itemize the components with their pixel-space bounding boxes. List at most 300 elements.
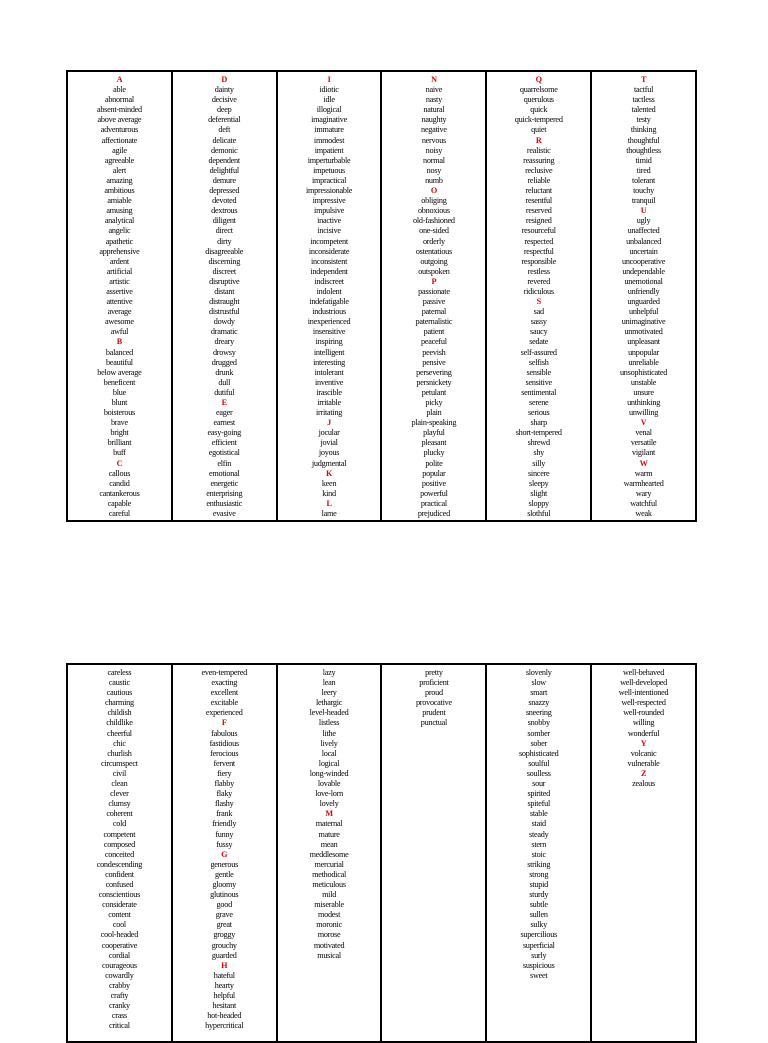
word-entry: orderly [422,236,445,246]
word-entry: crafty [110,991,129,1000]
word-entry: lazy [322,668,336,677]
word-entry: emotional [208,468,240,478]
word-entry: level-headed [309,708,349,718]
word-entry: depressed [209,186,240,196]
word-entry: candid [109,478,130,488]
word-entry: composed [103,839,136,849]
word-entry: cool [112,920,126,930]
word-entry: unwilling [628,408,659,418]
word-entry: thinking [630,125,657,135]
letter-heading: G [221,849,228,859]
word-entry: meticulous [312,879,346,889]
word-entry: demonic [211,145,238,155]
word-entry: sentimental [521,387,557,397]
word-entry: direct [215,226,233,236]
word-entry: well-developed [620,678,668,688]
word-entry: confident [105,869,134,879]
word-entry: slow [531,678,546,688]
word-entry: mild [322,890,337,900]
word-entry: reassuring [523,155,555,165]
word-entry: slight [530,488,548,498]
word-entry: demure [212,175,236,185]
word-column [68,665,173,1041]
letter-heading: V [640,418,647,428]
word-entry: average [107,307,132,317]
word-entry: sloppy [528,498,549,508]
word-entry: negative [421,125,447,135]
word-entry: earnest [213,418,235,428]
word-entry: chic [113,738,126,748]
word-entry: unsophisticated [619,367,668,377]
word-entry: pleasant [421,438,447,448]
word-entry: insensitive [312,327,346,337]
word-entry: unpopular [628,347,660,357]
word-entry: resigned [525,216,552,226]
word-entry: spiteful [527,799,550,809]
word-entry: immature [314,125,344,135]
word-entry: subtle [529,900,548,910]
word-entry: spirited [527,789,550,799]
word-entry: old-fashioned [413,216,455,226]
word-entry: inconsiderate [308,246,350,256]
word-entry: noisy [425,145,443,155]
word-entry: cooperative [101,940,138,950]
word-column [592,72,695,520]
word-entry: able [113,85,126,95]
word-entry: sharp [530,418,547,428]
word-entry: agile [112,145,127,155]
word-entry: competent [103,829,136,839]
word-entry: agreeable [104,155,134,165]
word-entry: drunk [215,367,234,377]
word-entry: strong [529,869,549,879]
word-entry: responsible [521,256,556,266]
word-entry: deferential [208,115,241,125]
word-entry: clever [110,789,129,799]
letter-heading: S [536,297,541,307]
letter-heading: W [639,458,648,468]
word-entry: irritable [317,398,341,407]
letter-heading: I [327,75,331,84]
word-entry: unguarded [627,297,660,307]
word-entry: disruptive [209,276,240,286]
word-entry: vulnerable [627,758,660,768]
word-entry: incompetent [310,236,348,246]
word-entry: talented [631,105,656,115]
word-entry: lithe [322,728,336,738]
word-entry: venal [635,428,652,438]
letter-heading: Z [640,768,647,778]
word-entry: lovely [319,799,339,809]
word-entry: morose [317,930,341,940]
word-entry: civil [112,768,127,778]
word-entry: affectionate [101,135,138,145]
word-entry: blunt [111,398,128,407]
word-entry: sassy [530,317,547,327]
word-entry: lively [320,738,338,748]
word-entry: excellent [210,688,238,698]
word-entry: assertive [106,286,133,296]
word-entry: dextrous [211,206,238,216]
word-entry: exacting [211,678,238,688]
word-entry: watchful [630,498,657,508]
word-entry: hot-headed [207,1011,242,1021]
word-entry: well-behaved [623,668,665,677]
word-entry: stern [531,839,547,849]
word-entry: easy-going [207,428,241,438]
word-entry: joyous [318,448,340,458]
word-entry: boisterous [103,408,135,418]
word-entry: one-sided [419,226,449,236]
word-entry: deft [218,125,231,135]
word-entry: plucky [423,448,445,458]
letter-heading: E [221,398,227,407]
word-entry: balanced [105,347,133,357]
word-entry: undependable [622,266,665,276]
word-entry: surly [531,950,547,960]
word-entry: fussy [216,839,233,849]
word-entry: kind [322,488,336,498]
word-entry: reliable [527,175,550,185]
word-entry: callous [108,468,131,478]
word-entry: good [216,900,232,910]
word-entry: logical [318,758,340,768]
word-entry: quiet [531,125,547,135]
word-entry: lovable [317,779,341,789]
word-entry: sturdy [529,890,549,900]
word-entry: tranquil [631,196,656,206]
word-entry: unstable [630,377,657,387]
word-entry: unthinking [627,398,661,407]
word-entry: inexperienced [307,317,351,327]
word-entry: weak [635,509,652,519]
word-entry: lame [321,509,337,519]
word-entry: adventurous [100,125,139,135]
word-entry: patient [423,327,445,337]
word-entry: musical [317,950,341,960]
word-entry: popular [422,468,446,478]
word-entry: restless [527,266,550,276]
word-entry: awesome [105,317,134,327]
word-entry: jocular [318,428,340,438]
word-entry: imaginative [311,115,348,125]
word-entry: thoughtless [626,145,661,155]
word-entry: flashy [214,799,234,809]
letter-heading: L [326,498,332,508]
word-column [382,665,487,1041]
word-entry: sedate [529,337,549,347]
word-entry: somber [527,728,551,738]
word-entry: enthusiastic [206,498,243,508]
word-entry: distant [214,286,235,296]
letter-heading: R [535,135,542,145]
word-entry: excitable [210,698,238,708]
word-entry: below average [97,367,142,377]
word-entry: artificial [106,266,133,276]
word-entry: crabby [109,980,130,990]
word-entry: reclusive [525,165,553,175]
word-entry: tactless [632,95,655,105]
word-entry: snobby [527,718,550,728]
word-entry: distrustful [209,307,240,317]
word-entry: reluctant [525,186,552,196]
word-entry: tolerant [632,175,656,185]
word-entry: idle [323,95,335,105]
word-entry: passionate [418,286,450,296]
word-entry: careless [107,668,132,677]
word-entry: industrious [312,307,346,317]
word-column [592,665,695,1041]
word-entry: imperturbable [307,155,351,165]
word-entry: funny [215,829,234,839]
word-entry: enterprising [206,488,243,498]
word-entry: impressionable [306,186,353,196]
word-entry: great [216,920,232,930]
word-column [382,72,487,520]
word-entry: condescending [96,859,143,869]
word-entry: distraught [209,297,240,307]
word-entry: persnickety [416,377,452,387]
word-entry: cold [112,819,126,829]
word-entry: impressive [312,196,346,206]
letter-heading: C [116,458,123,468]
word-entry: churlish [107,748,132,758]
word-entry: clean [111,779,128,789]
word-entry: modest [317,910,341,920]
word-entry: analytical [104,216,135,226]
word-entry: fastidious [209,738,239,748]
word-entry: local [321,748,337,758]
letter-heading: F [221,718,227,728]
word-entry: obliging [421,196,447,206]
word-entry: frank [216,809,233,819]
word-entry: uncooperative [621,256,666,266]
word-entry: stoic [531,849,546,859]
word-entry: illogical [316,105,342,115]
word-entry: sweet [530,970,548,980]
word-entry: meddlesome [309,849,349,859]
word-entry: decisive [211,95,237,105]
word-entry: considerate [102,900,137,910]
word-entry: awful [110,327,129,337]
word-entry: plain-speaking [411,418,457,428]
word-entry: keen [321,478,337,488]
word-entry: peaceful [421,337,447,347]
word-entry: fabulous [211,728,238,738]
word-entry: sensible [526,367,551,377]
word-entry: impractical [312,175,347,185]
word-entry: coherent [106,809,133,819]
word-entry: even-tempered [201,668,247,677]
word-entry: critical [109,1021,130,1031]
word-column [487,665,592,1041]
word-entry: delicate [212,135,236,145]
word-entry: inconsistent [311,256,348,266]
word-entry: methodical [312,869,347,879]
word-entry: hesitant [212,1001,236,1011]
word-entry: irascible [316,387,342,397]
word-entry: respectful [523,246,554,256]
word-entry: attentive [106,297,133,307]
word-entry: volcanic [630,748,657,758]
word-entry: obnoxious [417,206,450,216]
word-entry: capable [107,498,132,508]
word-entry: brave [110,418,128,428]
word-entry: hypercritical [205,1021,244,1031]
word-entry: beneficent [103,377,136,387]
word-entry: pretty [425,668,443,677]
word-entry: prudent [422,708,446,718]
word-entry: above average [97,115,142,125]
word-entry: polite [425,458,443,468]
word-entry: drugged [211,357,237,367]
word-entry: stupid [529,879,548,889]
word-entry: striking [527,859,551,869]
word-entry: well-intentioned [618,688,669,698]
word-entry: punctual [420,718,447,728]
word-entry: content [108,910,131,920]
word-entry: guarded [211,950,237,960]
word-entry: uncertain [629,246,658,256]
word-entry: flaky [216,789,233,799]
word-entry: deep [217,105,232,115]
word-entry: sleepy [529,478,549,488]
word-entry: resentful [525,196,552,206]
word-entry: cautious [106,688,133,698]
word-entry: indefatigable [309,297,349,307]
word-entry: maternal [315,819,343,829]
word-entry: diligent [212,216,236,226]
word-entry: irritating [315,408,343,418]
word-entry: paternalistic [415,317,453,327]
word-entry: passive [422,297,446,307]
word-entry: dainty [214,85,234,95]
word-entry: conceited [104,849,134,859]
word-entry: hearty [214,980,234,990]
word-entry: outspoken [418,266,450,276]
word-entry: gloomy [212,879,236,889]
word-entry: testy [636,115,651,125]
word-entry: respected [524,236,554,246]
word-entry: naive [425,85,443,95]
word-entry: cheerful [107,728,132,738]
word-entry: nervous [421,135,446,145]
word-entry: superficial [522,940,555,950]
word-entry: well-rounded [623,708,664,718]
word-entry: unfriendly [627,286,660,296]
word-entry: shrewd [527,438,550,448]
word-entry: sad [533,307,544,317]
word-entry: plain [426,408,442,418]
word-entry: wonderful [627,728,660,738]
word-entry: dramatic [210,327,238,337]
word-entry: impulsive [314,206,345,216]
word-entry: inventive [314,377,344,387]
word-entry: sulky [530,920,547,930]
word-entry: supercilious [520,930,558,940]
letter-heading: P [431,276,437,286]
word-entry: beautiful [105,357,133,367]
word-entry: helpful [213,991,235,1000]
word-entry: listless [318,718,340,728]
word-entry: mercurial [314,859,344,869]
word-entry: long-winded [309,768,349,778]
word-entry: elfin [217,458,232,468]
word-entry: discerning [208,256,241,266]
word-entry: ostentatious [415,246,452,256]
word-entry: efficient [211,438,237,448]
word-entry: willing [632,718,655,728]
word-entry: touchy [633,186,654,196]
word-entry: intelligent [313,347,345,357]
word-entry: grouchy [211,940,237,950]
word-entry: quarrelsome [519,85,558,95]
word-entry: picky [425,398,443,407]
word-entry: alert [112,165,127,175]
word-entry: stable [529,809,548,819]
word-entry: confused [105,879,134,889]
word-entry: independent [310,266,348,276]
letter-heading: B [116,337,123,347]
word-entry: unreliable [628,357,659,367]
word-entry: realistic [526,145,551,155]
word-entry: playful [423,428,445,438]
word-column [173,72,278,520]
word-entry: childlike [106,718,133,728]
word-entry: cranky [109,1001,130,1011]
word-entry: cantankerous [99,488,140,498]
word-entry: soulless [526,768,551,778]
letter-heading: J [327,418,331,428]
word-entry: shy [533,448,545,458]
word-entry: nasty [425,95,442,105]
word-entry: short-tempered [515,428,562,438]
word-entry: normal [423,155,445,165]
word-entry: leery [321,688,337,698]
word-entry: caustic [108,678,130,688]
word-entry: impetuous [313,165,345,175]
word-entry: natural [423,105,445,115]
word-entry: unaffected [627,226,660,236]
word-entry: circumspect [101,758,138,768]
word-entry: grave [215,910,233,920]
word-entry: serious [528,408,550,418]
word-entry: delightful [209,165,239,175]
word-entry: amazing [106,175,133,185]
word-entry: friendly [212,819,237,829]
word-entry: suspicious [522,960,555,970]
word-entry: buff [113,448,126,458]
word-entry: dirty [217,236,232,246]
word-entry: selfish [528,357,549,367]
word-entry: ridiculous [523,286,554,296]
word-entry: smart [530,688,548,698]
letter-heading: A [116,75,123,84]
word-entry: fervent [213,758,235,768]
letter-heading: T [640,75,647,84]
word-entry: warm [634,468,653,478]
word-entry: numb [425,175,443,185]
word-entry: sophisticated [518,748,559,758]
word-entry: petulant [421,387,447,397]
word-entry: generous [210,859,239,869]
word-entry: sneering [525,708,552,718]
word-entry: judgmental [311,458,347,468]
word-entry: outgoing [420,256,448,266]
word-entry: nosy [426,165,442,175]
word-entry: tired [636,165,651,175]
word-entry: crass [111,1011,127,1021]
